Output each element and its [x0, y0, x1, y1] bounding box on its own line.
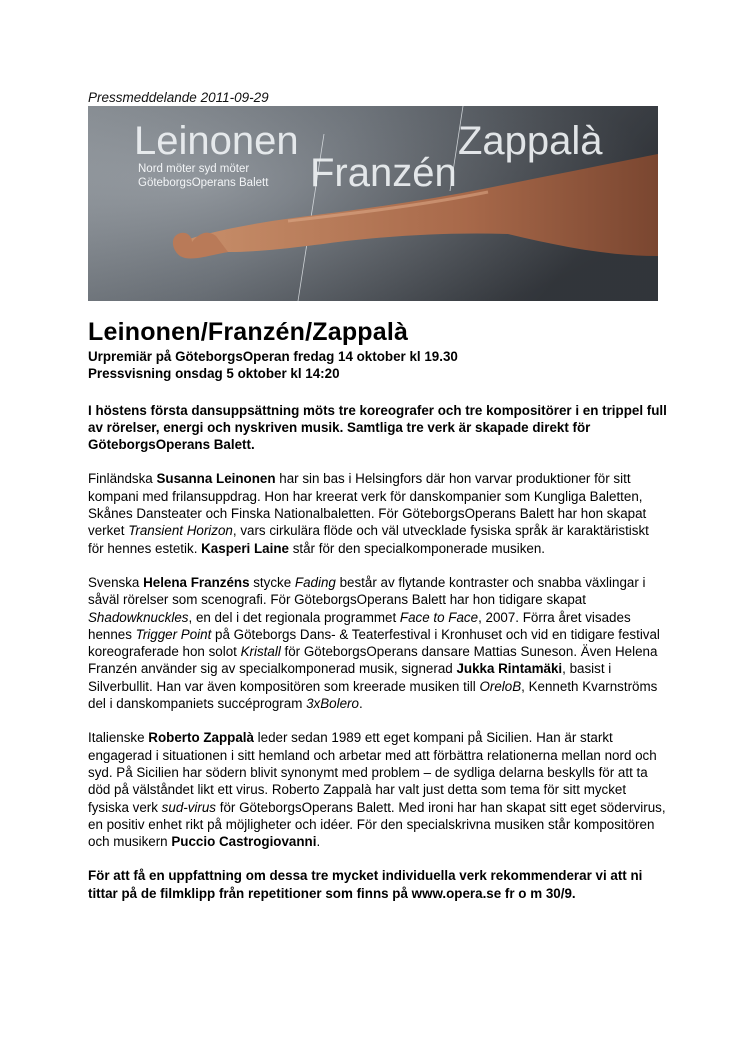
work-trigger-point: Trigger Point: [135, 626, 212, 642]
hero-name-franzen: Franzén: [310, 151, 457, 195]
premiere-line: Urpremiär på GöteborgsOperan fredag 14 oktober kl 19.30: [88, 349, 458, 364]
hero-image: [88, 106, 658, 301]
dateline: Pressmeddelande 2011-09-29: [88, 90, 269, 105]
paragraph-franzen: Svenska Helena Franzéns stycke Fading består av flytande kontraster och snabba växlingar i såväl rörelser som scenografi. För GöteborgsOperans Balett har hon tidigare skapat Shadowknuckles, en del i det regionala programmet Face to Face, 2007. Förra året visades hennes Trigger Point på Göteborgs Dans- & Teaterfestival i Kronhuset och vid en tidigare festival koreograferade hon solot Kristall för GöteborgsOperans dansare Mattias Suneson. Även Helena Franzén använder sig av specialkomponerad musik, signerad Jukka Rintamäki, basist i Silverbullit. Han var även kompositören som kreerade musiken till OreloB, Kenneth Kvarnströms del i danskompaniets succéprogram 3xBolero.: [88, 574, 660, 712]
work-transient-horizon: Transient Horizon: [128, 523, 233, 539]
name-jukka-rintamaki: Jukka Rintamäki: [456, 661, 563, 677]
program-3xbolero: 3xBolero: [306, 696, 359, 712]
page-title: Leinonen/Franzén/Zappalà: [88, 318, 409, 346]
paragraph-leinonen: Finländska Susanna Leinonen har sin bas i Helsingfors där hon varvar produktioner för sitt kompani med frilansuppdrag. Hon har kreerat verk för danskompanier som Kungliga Baletten, Skånes Dansteater och Finska Nationalbaletten. För GöteborgsOperans Balett har hon skapat verket Transient Horizon, vars cirkulära flöde och väl utvecklade fysiska språk är karaktäristiskt för hennes estetik. Kasperi Laine står för den specialkomponerade musiken.: [88, 471, 649, 556]
work-kristall: Kristall: [240, 644, 281, 660]
closing-paragraph: För att få en uppfattning om dessa tre mycket individuella verk rekommenderar vi att ni tittar på de filmklipp från repetitioner som finns på www.opera.se fr o m 30/9.: [88, 868, 643, 901]
name-roberto-zappala: Roberto Zappalà: [148, 730, 254, 746]
work-fading: Fading: [294, 574, 336, 590]
name-helena-franzen: Helena Franzéns: [143, 574, 250, 590]
work-shadowknuckles: Shadowknuckles: [88, 609, 189, 625]
program-face-to-face: Face to Face: [399, 609, 479, 625]
name-susanna-leinonen: Susanna Leinonen: [156, 471, 276, 487]
work-sud-virus: sud-virus: [161, 799, 216, 815]
name-kasperi-laine: Kasperi Laine: [201, 540, 289, 556]
hero-name-zappala: Zappalà: [458, 119, 603, 163]
lede-paragraph: I höstens första dansuppsättning möts tre koreografer och tre kompositörer i en trippel full av rörelser, energi och nyskriven musik. Samtliga tre verk är skapade direkt för GöteborgsOperans Balett.: [88, 402, 667, 453]
article: [88, 318, 668, 902]
work-oreloB: OreloB: [479, 678, 522, 694]
hero-tagline-2: GöteborgsOperans Balett: [138, 177, 269, 189]
hero-tagline-1: Nord möter syd möter: [138, 163, 250, 175]
press-screening-line: Pressvisning onsdag 5 oktober kl 14:20: [88, 366, 340, 382]
name-puccio-castrogiovanni: Puccio Castrogiovanni: [171, 834, 317, 850]
hero-name-leinonen: Leinonen: [134, 119, 299, 163]
paragraph-zappala: Italienske Roberto Zappalà leder sedan 1989 ett eget kompani på Sicilien. Han är starkt engagerad i situationen i sitt hemland och arbetar med att förbättra relationerna mellan nord och syd. På Sicilien har södern blivit synonymt med problem – de sydliga delarna beskylls för att ta död på välståndet likt ett virus. Roberto Zappalà har valt just detta som tema för sitt mycket fysiska verk sud-virus för GöteborgsOperans Balett. Med ironi har han skapat sitt eget södervirus, en positiv enhet rikt på möjligheter och idéer. För den specialskrivna musiken står kompositören och musikern Puccio Castrogiovanni.: [88, 730, 666, 850]
